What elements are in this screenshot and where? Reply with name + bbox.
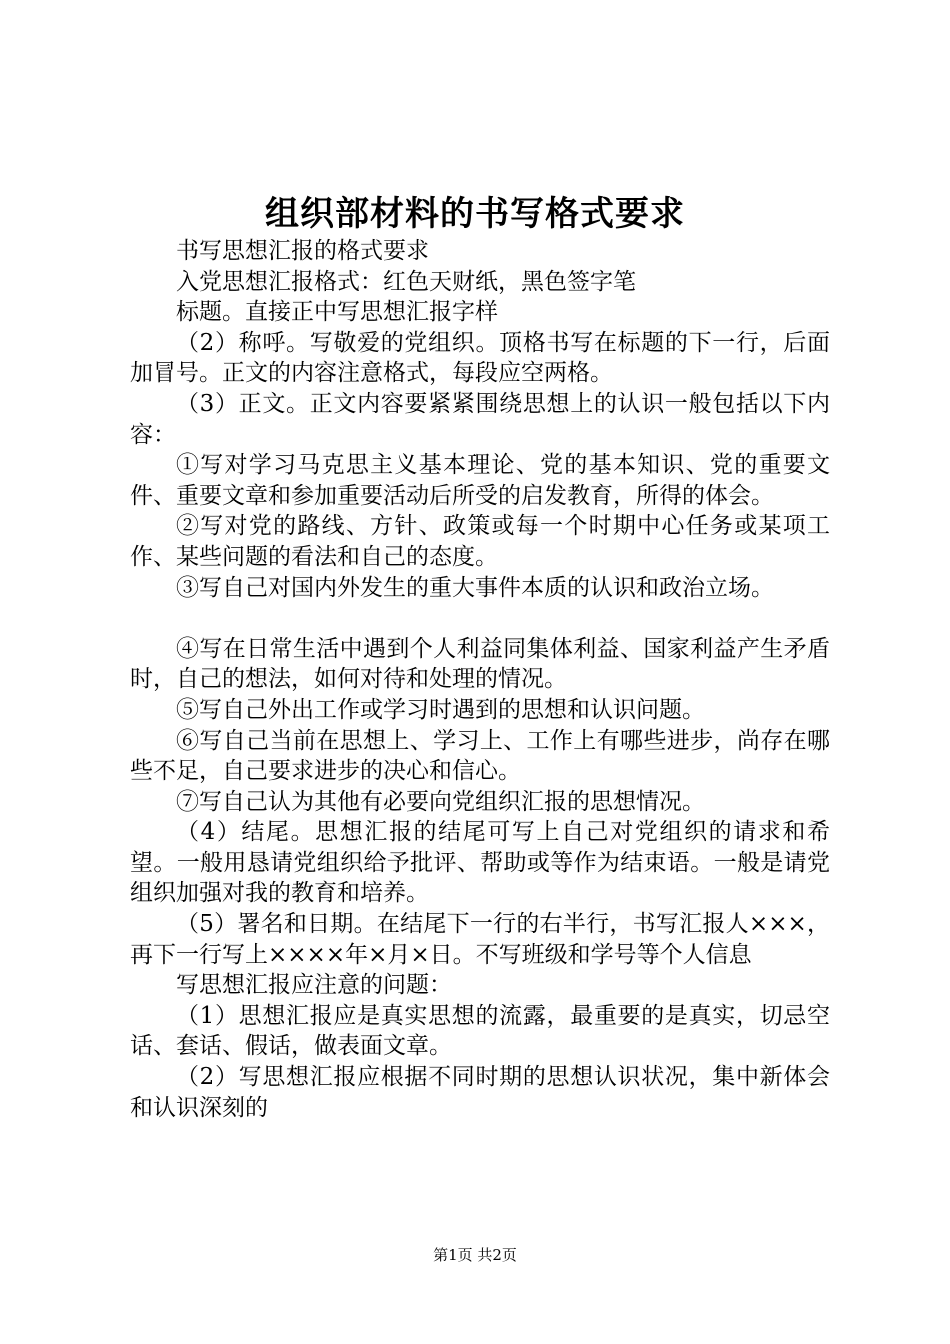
list-item: ⑤写自己外出工作或学习时遇到的思想和认识问题。 — [176, 696, 705, 723]
paragraph: 入党思想汇报格式：红色天财纸，黑色签字笔 — [176, 268, 636, 295]
paragraph: （4）结尾。思想汇报的结尾可写上自己对党组织的请求和希望。一般用恳请党组织给予批评、帮助或等作为结束语。一般是请党组织加强对我的教育和培养。 — [130, 819, 830, 907]
list-item: ①写对学习马克思主义基本理论、党的基本知识、党的重要文件、重要文章和参加重要活动后所受的启发教育，所得的体会。 — [130, 452, 830, 509]
paragraph: （2）称呼。写敬爱的党组织。顶格书写在标题的下一行，后面加冒号。正文的内容注意格式，每段应空两格。 — [130, 329, 830, 387]
list-item: ③写自己对国内外发生的重大事件本质的认识和政治立场。 — [176, 574, 774, 601]
list-item: ②写对党的路线、方针、政策或每一个时期中心任务或某项工作、某些问题的看法和自己的态度。 — [130, 513, 830, 570]
paragraph: （3）正文。正文内容要紧紧围绕思想上的认识一般包括以下内容： — [130, 390, 830, 448]
paragraph: 写思想汇报应注意的问题： — [176, 972, 452, 999]
paragraph: （5）署名和日期。在结尾下一行的右半行，书写汇报人×××，再下一行写上××××年×月×日。不写班级和学号等个人信息 — [130, 911, 830, 968]
paragraph-spacer — [130, 603, 830, 634]
list-item: ⑦写自己认为其他有必要向党组织汇报的思想情况。 — [176, 788, 705, 815]
page-footer: 第1页 共2页 — [433, 1246, 517, 1264]
paragraph: 标题。直接正中写思想汇报字样 — [176, 299, 498, 326]
paragraph: （1）思想汇报应是真实思想的流露，最重要的是真实，切忌空话、套话、假话，做表面文章。 — [130, 1002, 830, 1060]
document-body — [130, 236, 830, 1123]
list-item: ④写在日常生活中遇到个人利益同集体利益、国家利益产生矛盾时，自己的想法，如何对待和处理的情况。 — [130, 635, 830, 693]
document-title: 组织部材料的书写格式要求 — [265, 194, 685, 234]
list-item: ⑥写自己当前在思想上、学习上、工作上有哪些进步，尚存在哪些不足，自己要求进步的决心和信心。 — [130, 727, 830, 785]
paragraph: （2）写思想汇报应根据不同时期的思想认识状况，集中新体会和认识深刻的 — [130, 1064, 830, 1121]
paragraph: 书写思想汇报的格式要求 — [176, 238, 429, 264]
